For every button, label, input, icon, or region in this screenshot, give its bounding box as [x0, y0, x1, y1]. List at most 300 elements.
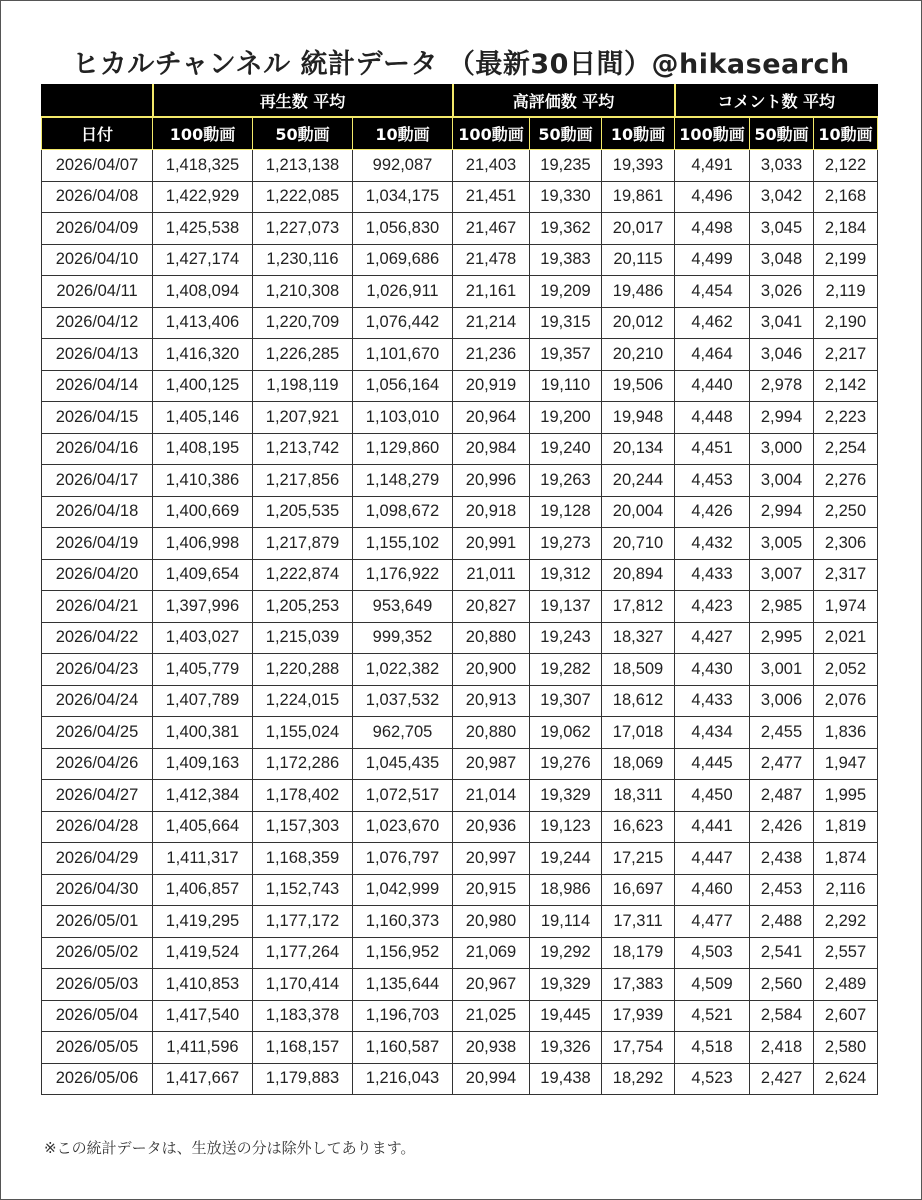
value-cell: 1,155,024 [253, 717, 353, 749]
table-row [42, 591, 878, 623]
value-cell: 2,254 [814, 433, 878, 465]
column-header: 50動画 [530, 117, 602, 150]
value-cell: 19,861 [602, 181, 675, 213]
value-cell: 3,005 [750, 528, 814, 560]
value-cell: 1,874 [814, 843, 878, 875]
value-cell: 18,179 [602, 937, 675, 969]
column-header: 10動画 [353, 117, 453, 150]
group-header-comments: コメント数 平均 [675, 85, 878, 118]
value-cell: 1,205,253 [253, 591, 353, 623]
value-cell: 20,017 [602, 213, 675, 245]
value-cell: 19,282 [530, 654, 602, 686]
value-cell: 992,087 [353, 150, 453, 182]
value-cell: 4,450 [675, 780, 750, 812]
value-cell: 1,026,911 [353, 276, 453, 308]
column-header: 100動画 [675, 117, 750, 150]
value-cell: 1,412,384 [153, 780, 253, 812]
value-cell: 1,177,172 [253, 906, 353, 938]
value-cell: 2,580 [814, 1032, 878, 1064]
value-cell: 21,069 [453, 937, 530, 969]
column-header: 10動画 [602, 117, 675, 150]
date-cell: 2026/04/30 [42, 874, 153, 906]
value-cell: 1,405,664 [153, 811, 253, 843]
value-cell: 1,172,286 [253, 748, 353, 780]
value-cell: 1,403,027 [153, 622, 253, 654]
value-cell: 19,276 [530, 748, 602, 780]
column-header-date: 日付 [42, 117, 153, 150]
value-cell: 2,584 [750, 1000, 814, 1032]
value-cell: 16,623 [602, 811, 675, 843]
value-cell: 17,939 [602, 1000, 675, 1032]
value-cell: 20,915 [453, 874, 530, 906]
date-cell: 2026/05/02 [42, 937, 153, 969]
value-cell: 19,123 [530, 811, 602, 843]
value-cell: 1,072,517 [353, 780, 453, 812]
value-cell: 21,403 [453, 150, 530, 182]
value-cell: 4,427 [675, 622, 750, 654]
value-cell: 19,235 [530, 150, 602, 182]
value-cell: 19,244 [530, 843, 602, 875]
table-row [42, 717, 878, 749]
table-row [42, 654, 878, 686]
value-cell: 1,168,359 [253, 843, 353, 875]
value-cell: 20,244 [602, 465, 675, 497]
date-cell: 2026/04/19 [42, 528, 153, 560]
value-cell: 2,994 [750, 402, 814, 434]
value-cell: 4,460 [675, 874, 750, 906]
value-cell: 1,135,644 [353, 969, 453, 1001]
value-cell: 2,560 [750, 969, 814, 1001]
value-cell: 1,198,119 [253, 370, 353, 402]
value-cell: 1,417,667 [153, 1063, 253, 1095]
table-row [42, 843, 878, 875]
value-cell: 2,292 [814, 906, 878, 938]
value-cell: 2,489 [814, 969, 878, 1001]
value-cell: 4,518 [675, 1032, 750, 1064]
date-cell: 2026/04/13 [42, 339, 153, 371]
value-cell: 2,021 [814, 622, 878, 654]
group-header-blank [42, 85, 153, 118]
value-cell: 20,900 [453, 654, 530, 686]
value-cell: 1,178,402 [253, 780, 353, 812]
value-cell: 19,209 [530, 276, 602, 308]
value-cell: 2,122 [814, 150, 878, 182]
value-cell: 18,069 [602, 748, 675, 780]
table-row [42, 307, 878, 339]
value-cell: 1,224,015 [253, 685, 353, 717]
value-cell: 20,210 [602, 339, 675, 371]
value-cell: 1,098,672 [353, 496, 453, 528]
value-cell: 20,996 [453, 465, 530, 497]
group-header-views: 再生数 平均 [153, 85, 453, 118]
date-cell: 2026/04/20 [42, 559, 153, 591]
value-cell: 20,994 [453, 1063, 530, 1095]
value-cell: 17,018 [602, 717, 675, 749]
value-cell: 19,445 [530, 1000, 602, 1032]
value-cell: 1,400,669 [153, 496, 253, 528]
column-header: 50動画 [750, 117, 814, 150]
value-cell: 1,177,264 [253, 937, 353, 969]
value-cell: 1,406,998 [153, 528, 253, 560]
table-row [42, 1032, 878, 1064]
value-cell: 4,434 [675, 717, 750, 749]
value-cell: 4,453 [675, 465, 750, 497]
value-cell: 4,430 [675, 654, 750, 686]
value-cell: 18,292 [602, 1063, 675, 1095]
value-cell: 2,076 [814, 685, 878, 717]
value-cell: 1,408,195 [153, 433, 253, 465]
value-cell: 20,880 [453, 717, 530, 749]
value-cell: 4,498 [675, 213, 750, 245]
value-cell: 1,222,085 [253, 181, 353, 213]
table-row [42, 465, 878, 497]
value-cell: 1,410,386 [153, 465, 253, 497]
value-cell: 2,455 [750, 717, 814, 749]
value-cell: 21,014 [453, 780, 530, 812]
value-cell: 4,503 [675, 937, 750, 969]
value-cell: 19,062 [530, 717, 602, 749]
table-row [42, 150, 878, 182]
date-cell: 2026/04/14 [42, 370, 153, 402]
value-cell: 1,160,373 [353, 906, 453, 938]
value-cell: 19,330 [530, 181, 602, 213]
value-cell: 20,919 [453, 370, 530, 402]
value-cell: 4,440 [675, 370, 750, 402]
value-cell: 2,438 [750, 843, 814, 875]
value-cell: 1,076,442 [353, 307, 453, 339]
date-cell: 2026/04/24 [42, 685, 153, 717]
value-cell: 20,004 [602, 496, 675, 528]
value-cell: 1,416,320 [153, 339, 253, 371]
value-cell: 1,397,996 [153, 591, 253, 623]
value-cell: 19,110 [530, 370, 602, 402]
value-cell: 1,419,524 [153, 937, 253, 969]
value-cell: 1,196,703 [353, 1000, 453, 1032]
date-cell: 2026/04/18 [42, 496, 153, 528]
value-cell: 1,210,308 [253, 276, 353, 308]
value-cell: 3,048 [750, 244, 814, 276]
value-cell: 21,467 [453, 213, 530, 245]
value-cell: 1,220,288 [253, 654, 353, 686]
table-row [42, 906, 878, 938]
value-cell: 1,974 [814, 591, 878, 623]
value-cell: 1,156,952 [353, 937, 453, 969]
value-cell: 4,521 [675, 1000, 750, 1032]
value-cell: 2,426 [750, 811, 814, 843]
date-cell: 2026/04/15 [42, 402, 153, 434]
value-cell: 19,438 [530, 1063, 602, 1095]
value-cell: 17,754 [602, 1032, 675, 1064]
value-cell: 4,423 [675, 591, 750, 623]
value-cell: 1,129,860 [353, 433, 453, 465]
value-cell: 17,812 [602, 591, 675, 623]
value-cell: 19,292 [530, 937, 602, 969]
table-row [42, 370, 878, 402]
value-cell: 19,263 [530, 465, 602, 497]
value-cell: 1,157,303 [253, 811, 353, 843]
value-cell: 18,986 [530, 874, 602, 906]
value-cell: 21,236 [453, 339, 530, 371]
value-cell: 4,441 [675, 811, 750, 843]
value-cell: 1,213,138 [253, 150, 353, 182]
table-row [42, 402, 878, 434]
date-cell: 2026/04/21 [42, 591, 153, 623]
date-cell: 2026/04/22 [42, 622, 153, 654]
value-cell: 4,491 [675, 150, 750, 182]
table-row [42, 969, 878, 1001]
value-cell: 1,222,874 [253, 559, 353, 591]
value-cell: 19,948 [602, 402, 675, 434]
date-cell: 2026/04/26 [42, 748, 153, 780]
value-cell: 17,215 [602, 843, 675, 875]
value-cell: 1,037,532 [353, 685, 453, 717]
value-cell: 1,227,073 [253, 213, 353, 245]
value-cell: 19,312 [530, 559, 602, 591]
value-cell: 4,433 [675, 559, 750, 591]
value-cell: 4,496 [675, 181, 750, 213]
value-cell: 3,007 [750, 559, 814, 591]
value-cell: 2,306 [814, 528, 878, 560]
table-row [42, 780, 878, 812]
value-cell: 2,477 [750, 748, 814, 780]
value-cell: 21,451 [453, 181, 530, 213]
value-cell: 2,995 [750, 622, 814, 654]
date-cell: 2026/05/04 [42, 1000, 153, 1032]
table-body [42, 150, 878, 1095]
value-cell: 1,155,102 [353, 528, 453, 560]
value-cell: 3,042 [750, 181, 814, 213]
value-cell: 3,006 [750, 685, 814, 717]
table-row [42, 244, 878, 276]
value-cell: 1,422,929 [153, 181, 253, 213]
value-cell: 21,478 [453, 244, 530, 276]
value-cell: 2,184 [814, 213, 878, 245]
value-cell: 18,327 [602, 622, 675, 654]
value-cell: 19,329 [530, 969, 602, 1001]
value-cell: 2,985 [750, 591, 814, 623]
value-cell: 20,710 [602, 528, 675, 560]
column-header: 10動画 [814, 117, 878, 150]
value-cell: 4,433 [675, 685, 750, 717]
stats-table [41, 84, 878, 1095]
value-cell: 3,033 [750, 150, 814, 182]
date-cell: 2026/04/29 [42, 843, 153, 875]
value-cell: 1,410,853 [153, 969, 253, 1001]
table-row [42, 874, 878, 906]
value-cell: 2,317 [814, 559, 878, 591]
value-cell: 3,046 [750, 339, 814, 371]
value-cell: 1,170,414 [253, 969, 353, 1001]
value-cell: 2,427 [750, 1063, 814, 1095]
value-cell: 1,179,883 [253, 1063, 353, 1095]
value-cell: 19,486 [602, 276, 675, 308]
table-row [42, 559, 878, 591]
table-row [42, 528, 878, 560]
value-cell: 2,223 [814, 402, 878, 434]
value-cell: 1,023,670 [353, 811, 453, 843]
value-cell: 17,311 [602, 906, 675, 938]
date-cell: 2026/05/06 [42, 1063, 153, 1095]
value-cell: 1,409,163 [153, 748, 253, 780]
date-cell: 2026/04/07 [42, 150, 153, 182]
value-cell: 20,134 [602, 433, 675, 465]
date-cell: 2026/04/10 [42, 244, 153, 276]
value-cell: 20,980 [453, 906, 530, 938]
value-cell: 1,152,743 [253, 874, 353, 906]
value-cell: 1,216,043 [353, 1063, 453, 1095]
value-cell: 17,383 [602, 969, 675, 1001]
value-cell: 2,557 [814, 937, 878, 969]
table-row [42, 339, 878, 371]
value-cell: 19,506 [602, 370, 675, 402]
value-cell: 3,045 [750, 213, 814, 245]
column-header: 100動画 [453, 117, 530, 150]
value-cell: 1,160,587 [353, 1032, 453, 1064]
value-cell: 1,022,382 [353, 654, 453, 686]
value-cell: 2,541 [750, 937, 814, 969]
value-cell: 1,425,538 [153, 213, 253, 245]
value-cell: 1,101,670 [353, 339, 453, 371]
date-cell: 2026/04/25 [42, 717, 153, 749]
value-cell: 1,056,164 [353, 370, 453, 402]
value-cell: 962,705 [353, 717, 453, 749]
value-cell: 2,607 [814, 1000, 878, 1032]
value-cell: 4,432 [675, 528, 750, 560]
table-row [42, 496, 878, 528]
value-cell: 1,226,285 [253, 339, 353, 371]
value-cell: 20,938 [453, 1032, 530, 1064]
value-cell: 4,477 [675, 906, 750, 938]
value-cell: 3,041 [750, 307, 814, 339]
value-cell: 4,445 [675, 748, 750, 780]
value-cell: 1,411,596 [153, 1032, 253, 1064]
value-cell: 4,454 [675, 276, 750, 308]
value-cell: 1,215,039 [253, 622, 353, 654]
value-cell: 16,697 [602, 874, 675, 906]
value-cell: 19,128 [530, 496, 602, 528]
date-cell: 2026/04/09 [42, 213, 153, 245]
value-cell: 19,137 [530, 591, 602, 623]
value-cell: 2,276 [814, 465, 878, 497]
value-cell: 2,199 [814, 244, 878, 276]
value-cell: 1,069,686 [353, 244, 453, 276]
value-cell: 1,205,535 [253, 496, 353, 528]
value-cell: 1,418,325 [153, 150, 253, 182]
date-cell: 2026/05/05 [42, 1032, 153, 1064]
value-cell: 2,453 [750, 874, 814, 906]
date-cell: 2026/04/23 [42, 654, 153, 686]
value-cell: 953,649 [353, 591, 453, 623]
value-cell: 1,819 [814, 811, 878, 843]
value-cell: 1,405,779 [153, 654, 253, 686]
value-cell: 2,217 [814, 339, 878, 371]
table-row [42, 1000, 878, 1032]
value-cell: 1,400,125 [153, 370, 253, 402]
value-cell: 1,230,116 [253, 244, 353, 276]
value-cell: 1,413,406 [153, 307, 253, 339]
value-cell: 1,407,789 [153, 685, 253, 717]
value-cell: 21,025 [453, 1000, 530, 1032]
value-cell: 1,217,879 [253, 528, 353, 560]
value-cell: 19,315 [530, 307, 602, 339]
value-cell: 1,836 [814, 717, 878, 749]
value-cell: 1,168,157 [253, 1032, 353, 1064]
value-cell: 20,987 [453, 748, 530, 780]
value-cell: 1,207,921 [253, 402, 353, 434]
value-cell: 20,964 [453, 402, 530, 434]
value-cell: 20,012 [602, 307, 675, 339]
date-cell: 2026/04/27 [42, 780, 153, 812]
value-cell: 20,984 [453, 433, 530, 465]
page-title: ヒカルチャンネル 統計データ （最新30日間）@hikasearch [72, 49, 850, 80]
value-cell: 2,116 [814, 874, 878, 906]
value-cell: 1,408,094 [153, 276, 253, 308]
value-cell: 1,427,174 [153, 244, 253, 276]
value-cell: 1,409,654 [153, 559, 253, 591]
value-cell: 2,994 [750, 496, 814, 528]
date-cell: 2026/05/03 [42, 969, 153, 1001]
column-header-row [42, 117, 878, 150]
value-cell: 2,250 [814, 496, 878, 528]
value-cell: 21,214 [453, 307, 530, 339]
table-row [42, 811, 878, 843]
value-cell: 20,918 [453, 496, 530, 528]
table-row [42, 213, 878, 245]
value-cell: 1,076,797 [353, 843, 453, 875]
value-cell: 1,400,381 [153, 717, 253, 749]
value-cell: 20,880 [453, 622, 530, 654]
footnote: ※この統計データは、生放送の分は除外してあります。 [44, 1139, 416, 1157]
value-cell: 2,052 [814, 654, 878, 686]
value-cell: 19,273 [530, 528, 602, 560]
table-row [42, 685, 878, 717]
value-cell: 2,190 [814, 307, 878, 339]
group-header-row [42, 85, 878, 118]
value-cell: 18,612 [602, 685, 675, 717]
date-cell: 2026/04/11 [42, 276, 153, 308]
value-cell: 4,462 [675, 307, 750, 339]
value-cell: 20,894 [602, 559, 675, 591]
table-row [42, 622, 878, 654]
table-row [42, 276, 878, 308]
date-cell: 2026/04/28 [42, 811, 153, 843]
value-cell: 20,115 [602, 244, 675, 276]
column-header: 50動画 [253, 117, 353, 150]
value-cell: 1,411,317 [153, 843, 253, 875]
value-cell: 19,200 [530, 402, 602, 434]
value-cell: 2,168 [814, 181, 878, 213]
value-cell: 2,624 [814, 1063, 878, 1095]
value-cell: 1,045,435 [353, 748, 453, 780]
value-cell: 4,464 [675, 339, 750, 371]
value-cell: 1,995 [814, 780, 878, 812]
value-cell: 1,217,856 [253, 465, 353, 497]
value-cell: 20,997 [453, 843, 530, 875]
value-cell: 21,011 [453, 559, 530, 591]
value-cell: 20,991 [453, 528, 530, 560]
value-cell: 20,913 [453, 685, 530, 717]
value-cell: 2,487 [750, 780, 814, 812]
value-cell: 1,056,830 [353, 213, 453, 245]
value-cell: 19,393 [602, 150, 675, 182]
value-cell: 1,417,540 [153, 1000, 253, 1032]
value-cell: 2,978 [750, 370, 814, 402]
value-cell: 19,243 [530, 622, 602, 654]
table-row [42, 748, 878, 780]
value-cell: 21,161 [453, 276, 530, 308]
table-row [42, 181, 878, 213]
table-row [42, 1063, 878, 1095]
